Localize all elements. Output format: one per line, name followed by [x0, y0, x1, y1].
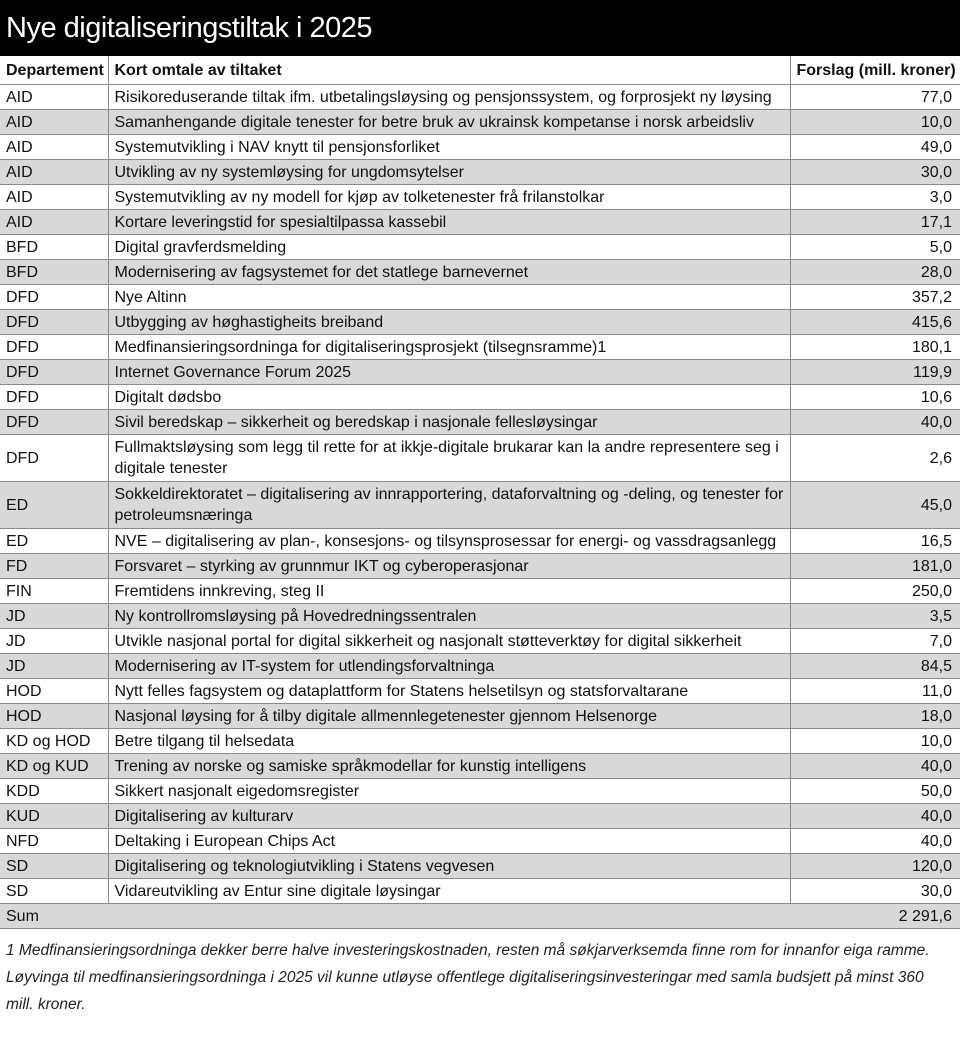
amount-cell: 30,0: [790, 160, 960, 185]
department-cell: SD: [0, 854, 108, 879]
department-cell: DFD: [0, 435, 108, 482]
table-row: [0, 629, 960, 654]
table-row: [0, 829, 960, 854]
amount-cell: 3,5: [790, 604, 960, 629]
description-cell: Internet Governance Forum 2025: [108, 360, 790, 385]
amount-cell: 17,1: [790, 210, 960, 235]
description-cell: Betre tilgang til helsedata: [108, 729, 790, 754]
table-row: [0, 285, 960, 310]
department-cell: NFD: [0, 829, 108, 854]
amount-cell: 84,5: [790, 654, 960, 679]
department-cell: DFD: [0, 410, 108, 435]
amount-cell: 40,0: [790, 754, 960, 779]
department-cell: ED: [0, 529, 108, 554]
description-cell: Sikkert nasjonalt eigedomsregister: [108, 779, 790, 804]
table-row: [0, 335, 960, 360]
department-cell: FIN: [0, 579, 108, 604]
amount-cell: 50,0: [790, 779, 960, 804]
description-cell: Fullmaktsløysing som legg til rette for at ikkje-digitale brukarar kan la andre representere seg i digitale tenester: [108, 435, 790, 482]
table-row: [0, 235, 960, 260]
table-row: [0, 729, 960, 754]
table-row: [0, 879, 960, 904]
amount-cell: 28,0: [790, 260, 960, 285]
department-cell: KUD: [0, 804, 108, 829]
department-cell: JD: [0, 654, 108, 679]
description-cell: Trening av norske og samiske språkmodellar for kunstig intelligens: [108, 754, 790, 779]
amount-cell: 40,0: [790, 410, 960, 435]
table-row: [0, 704, 960, 729]
amount-cell: 77,0: [790, 85, 960, 110]
description-cell: Sokkeldirektoratet – digitalisering av innrapportering, dataforvaltning og -deling, og tenester for petroleumsnæringa: [108, 482, 790, 529]
description-cell: Risikoreduserande tiltak ifm. utbetalingsløysing og pensjonssystem, og forprosjekt ny løysing: [108, 85, 790, 110]
department-cell: HOD: [0, 704, 108, 729]
department-cell: DFD: [0, 285, 108, 310]
department-cell: SD: [0, 879, 108, 904]
table-row: [0, 410, 960, 435]
department-cell: AID: [0, 85, 108, 110]
description-cell: Systemutvikling i NAV knytt til pensjonsforliket: [108, 135, 790, 160]
amount-cell: 30,0: [790, 879, 960, 904]
amount-cell: 120,0: [790, 854, 960, 879]
description-cell: Utvikling av ny systemløysing for ungdomsytelser: [108, 160, 790, 185]
department-cell: DFD: [0, 360, 108, 385]
page-title: Nye digitaliseringstiltak i 2025: [0, 0, 960, 56]
column-header-description: Kort omtale av tiltaket: [108, 56, 790, 85]
table-row: [0, 579, 960, 604]
table-row: [0, 385, 960, 410]
amount-cell: 3,0: [790, 185, 960, 210]
description-cell: Vidareutvikling av Entur sine digitale løysingar: [108, 879, 790, 904]
description-cell: Ny kontrollromsløysing på Hovedredningssentralen: [108, 604, 790, 629]
department-cell: DFD: [0, 385, 108, 410]
table-body: [0, 85, 960, 904]
department-cell: AID: [0, 185, 108, 210]
table-row: [0, 554, 960, 579]
sum-spacer: [108, 904, 790, 929]
amount-cell: 10,0: [790, 110, 960, 135]
column-header-department: Departement: [0, 56, 108, 85]
table-row: [0, 185, 960, 210]
table-row: [0, 482, 960, 529]
table-row: [0, 604, 960, 629]
department-cell: JD: [0, 604, 108, 629]
description-cell: Nye Altinn: [108, 285, 790, 310]
amount-cell: 40,0: [790, 804, 960, 829]
department-cell: JD: [0, 629, 108, 654]
table-row: [0, 310, 960, 335]
description-cell: Utvikle nasjonal portal for digital sikkerheit og nasjonalt støtteverktøy for digital sikkerheit: [108, 629, 790, 654]
department-cell: AID: [0, 210, 108, 235]
table-row: [0, 435, 960, 482]
amount-cell: 250,0: [790, 579, 960, 604]
amount-cell: 415,6: [790, 310, 960, 335]
amount-cell: 181,0: [790, 554, 960, 579]
description-cell: Samanhengande digitale tenester for betre bruk av ukrainsk kompetanse i norsk arbeidsliv: [108, 110, 790, 135]
description-cell: NVE – digitalisering av plan-, konsesjons- og tilsynsprosessar for energi- og vassdragsanlegg: [108, 529, 790, 554]
table-header-row: [0, 56, 960, 85]
amount-cell: 7,0: [790, 629, 960, 654]
description-cell: Medfinansieringsordninga for digitaliseringsprosjekt (tilsegnsramme)1: [108, 335, 790, 360]
description-cell: Digitalt dødsbo: [108, 385, 790, 410]
amount-cell: 40,0: [790, 829, 960, 854]
table-row: [0, 779, 960, 804]
table-row: [0, 360, 960, 385]
department-cell: KDD: [0, 779, 108, 804]
description-cell: Utbygging av høghastigheits breiband: [108, 310, 790, 335]
description-cell: Fremtidens innkreving, steg II: [108, 579, 790, 604]
table-row: [0, 160, 960, 185]
amount-cell: 49,0: [790, 135, 960, 160]
table-row: [0, 210, 960, 235]
department-cell: ED: [0, 482, 108, 529]
table-row: [0, 85, 960, 110]
table-row: [0, 754, 960, 779]
table-row: [0, 679, 960, 704]
footnote: 1 Medfinansieringsordninga dekker berre halve investeringskostnaden, resten må søkjarverksemda finne rom for innanfor eiga ramme. Løyvinga til medfinansieringsordninga i 2025 vil kunne utløyse offentlege digitaliseringsinvesteringar med samla budsjett på minst 360 mill. kroner.: [6, 942, 930, 1013]
table-row: [0, 654, 960, 679]
description-cell: Nytt felles fagsystem og dataplattform for Statens helsetilsyn og statsforvaltarane: [108, 679, 790, 704]
table-row: [0, 804, 960, 829]
amount-cell: 180,1: [790, 335, 960, 360]
column-header-amount: Forslag (mill. kroner): [790, 56, 960, 85]
table-row: [0, 135, 960, 160]
department-cell: BFD: [0, 235, 108, 260]
department-cell: AID: [0, 160, 108, 185]
amount-cell: 11,0: [790, 679, 960, 704]
department-cell: DFD: [0, 310, 108, 335]
table-row: [0, 110, 960, 135]
amount-cell: 5,0: [790, 235, 960, 260]
table-row: [0, 529, 960, 554]
amount-cell: 10,0: [790, 729, 960, 754]
amount-cell: 2,6: [790, 435, 960, 482]
department-cell: AID: [0, 135, 108, 160]
measures-table: [0, 56, 960, 929]
sum-row: [0, 904, 960, 929]
amount-cell: 16,5: [790, 529, 960, 554]
department-cell: BFD: [0, 260, 108, 285]
amount-cell: 357,2: [790, 285, 960, 310]
amount-cell: 119,9: [790, 360, 960, 385]
description-cell: Deltaking i European Chips Act: [108, 829, 790, 854]
amount-cell: 45,0: [790, 482, 960, 529]
department-cell: DFD: [0, 335, 108, 360]
department-cell: KD og KUD: [0, 754, 108, 779]
description-cell: Kortare leveringstid for spesialtilpassa kassebil: [108, 210, 790, 235]
table-row: [0, 854, 960, 879]
description-cell: Digital gravferdsmelding: [108, 235, 790, 260]
description-cell: Digitalisering av kulturarv: [108, 804, 790, 829]
department-cell: HOD: [0, 679, 108, 704]
description-cell: Systemutvikling av ny modell for kjøp av tolketenester frå frilanstolkar: [108, 185, 790, 210]
amount-cell: 10,6: [790, 385, 960, 410]
department-cell: FD: [0, 554, 108, 579]
description-cell: Modernisering av IT-system for utlendingsforvaltninga: [108, 654, 790, 679]
description-cell: Forsvaret – styrking av grunnmur IKT og cyberoperasjonar: [108, 554, 790, 579]
description-cell: Sivil beredskap – sikkerheit og beredskap i nasjonale fellesløysingar: [108, 410, 790, 435]
sum-label: Sum: [0, 904, 108, 929]
description-cell: Digitalisering og teknologiutvikling i Statens vegvesen: [108, 854, 790, 879]
description-cell: Nasjonal løysing for å tilby digitale allmennlegetenester gjennom Helsenorge: [108, 704, 790, 729]
table-row: [0, 260, 960, 285]
amount-cell: 18,0: [790, 704, 960, 729]
department-cell: AID: [0, 110, 108, 135]
department-cell: KD og HOD: [0, 729, 108, 754]
sum-value: 2 291,6: [790, 904, 960, 929]
description-cell: Modernisering av fagsystemet for det statlege barnevernet: [108, 260, 790, 285]
